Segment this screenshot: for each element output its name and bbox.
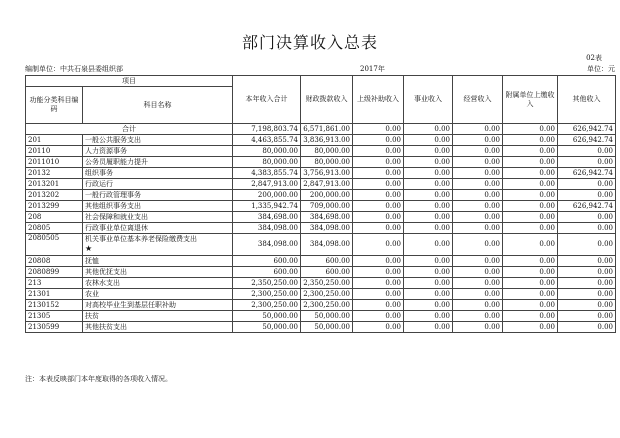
cell-superior: 0.00	[353, 179, 404, 190]
cell-fiscal: 384,098.00	[301, 234, 353, 256]
cell-other: 0.00	[558, 190, 616, 201]
cell-code: 2130152	[26, 300, 83, 311]
cell-business: 0.00	[404, 256, 453, 267]
cell-total: 2,300,250.00	[233, 300, 301, 311]
cell-fiscal: 6,571,861.00	[301, 124, 353, 135]
cell-fiscal: 2,300,250.00	[301, 289, 353, 300]
cell-superior: 0.00	[353, 168, 404, 179]
total-row	[26, 124, 616, 135]
meta-line	[25, 64, 615, 74]
table-row	[26, 278, 616, 289]
cell-superior: 0.00	[353, 135, 404, 146]
reporting-unit: 编制单位：中共石泉县委组织部	[25, 65, 123, 73]
cell-other: 626,942.74	[558, 168, 616, 179]
cell-business: 0.00	[404, 157, 453, 168]
cell-affiliated: 0.00	[503, 289, 558, 300]
cell-total: 2,847,913.00	[233, 179, 301, 190]
cell-name: 对高校毕业生到基层任职补助	[83, 300, 233, 311]
cell-business: 0.00	[404, 179, 453, 190]
cell-affiliated: 0.00	[503, 223, 558, 234]
table-row	[26, 201, 616, 212]
cell-business: 0.00	[404, 168, 453, 179]
cell-business: 0.00	[404, 300, 453, 311]
cell-code: 2011010	[26, 157, 83, 168]
cell-total: 80,000.00	[233, 157, 301, 168]
cell-other: 0.00	[558, 311, 616, 322]
cell-business: 0.00	[404, 278, 453, 289]
header-code: 功能分类科目编码	[26, 87, 83, 124]
cell-other: 0.00	[558, 179, 616, 190]
cell-operating: 0.00	[453, 256, 503, 267]
cell-affiliated: 0.00	[503, 267, 558, 278]
cell-affiliated: 0.00	[503, 300, 558, 311]
cell-business: 0.00	[404, 212, 453, 223]
report-year: 2017年	[360, 65, 385, 73]
form-code: 02表	[586, 54, 602, 62]
cell-fiscal: 2,350,250.00	[301, 278, 353, 289]
cell-name: 其他优抚支出	[83, 267, 233, 278]
cell-operating: 0.00	[453, 322, 503, 333]
cell-code: 2013201	[26, 179, 83, 190]
cell-total: 200,000.00	[233, 190, 301, 201]
table-row	[26, 190, 616, 201]
cell-business: 0.00	[404, 190, 453, 201]
cell-code: 21305	[26, 311, 83, 322]
cell-operating: 0.00	[453, 168, 503, 179]
header-affiliated: 附属单位上缴收入	[503, 76, 558, 124]
total-label: 合计	[26, 124, 233, 135]
table-row	[26, 146, 616, 157]
header-superior: 上级补助收入	[353, 76, 404, 124]
cell-superior: 0.00	[353, 212, 404, 223]
cell-name: 人力资源事务	[83, 146, 233, 157]
cell-other: 0.00	[558, 146, 616, 157]
cell-total: 2,300,250.00	[233, 289, 301, 300]
star-mark: ★	[85, 244, 93, 253]
cell-code: 2130599	[26, 322, 83, 333]
cell-name: 其他组织事务支出	[83, 201, 233, 212]
cell-other: 0.00	[558, 256, 616, 267]
cell-name: 行政运行	[83, 179, 233, 190]
cell-fiscal: 384,098.00	[301, 223, 353, 234]
cell-superior: 0.00	[353, 267, 404, 278]
header-project: 项目	[26, 76, 233, 87]
cell-code: 213	[26, 278, 83, 289]
cell-superior: 0.00	[353, 190, 404, 201]
cell-operating: 0.00	[453, 179, 503, 190]
cell-name: 行政事业单位离退休	[83, 223, 233, 234]
table-row	[26, 322, 616, 333]
cell-code: 2080505	[26, 234, 83, 256]
cell-affiliated: 0.00	[503, 234, 558, 256]
cell-affiliated: 0.00	[503, 146, 558, 157]
currency-unit: 单位：元	[587, 65, 615, 73]
cell-other: 0.00	[558, 223, 616, 234]
header-operating: 经营收入	[453, 76, 503, 124]
cell-business: 0.00	[404, 322, 453, 333]
cell-other: 0.00	[558, 289, 616, 300]
cell-other: 0.00	[558, 234, 616, 256]
cell-operating: 0.00	[453, 300, 503, 311]
cell-fiscal: 50,000.00	[301, 311, 353, 322]
cell-operating: 0.00	[453, 278, 503, 289]
cell-total: 4,463,855.74	[233, 135, 301, 146]
cell-name: 组织事务	[83, 168, 233, 179]
cell-superior: 0.00	[353, 201, 404, 212]
cell-superior: 0.00	[353, 278, 404, 289]
cell-business: 0.00	[404, 223, 453, 234]
cell-other: 0.00	[558, 278, 616, 289]
cell-other: 0.00	[558, 267, 616, 278]
table-row	[26, 168, 616, 179]
cell-total: 1,335,942.74	[233, 201, 301, 212]
cell-affiliated: 0.00	[503, 322, 558, 333]
cell-name: 一般公共服务支出	[83, 135, 233, 146]
header-name: 科目名称	[83, 87, 233, 124]
header-total: 本年收入合计	[233, 76, 301, 124]
cell-business: 0.00	[404, 146, 453, 157]
cell-code: 20805	[26, 223, 83, 234]
cell-total: 7,198,803.74	[233, 124, 301, 135]
cell-business: 0.00	[404, 289, 453, 300]
cell-total: 384,098.00	[233, 234, 301, 256]
cell-name: 公务员履职能力提升	[83, 157, 233, 168]
cell-affiliated: 0.00	[503, 256, 558, 267]
cell-operating: 0.00	[453, 311, 503, 322]
cell-total: 50,000.00	[233, 322, 301, 333]
cell-superior: 0.00	[353, 146, 404, 157]
cell-fiscal: 600.00	[301, 267, 353, 278]
cell-superior: 0.00	[353, 311, 404, 322]
cell-name: 机关事业单位基本养老保险缴费支出	[85, 235, 197, 243]
cell-other: 0.00	[558, 212, 616, 223]
cell-affiliated: 0.00	[503, 212, 558, 223]
cell-other: 0.00	[558, 322, 616, 333]
cell-total: 2,350,250.00	[233, 278, 301, 289]
cell-fiscal: 600.00	[301, 256, 353, 267]
cell-business: 0.00	[404, 124, 453, 135]
cell-business: 0.00	[404, 201, 453, 212]
cell-other: 0.00	[558, 300, 616, 311]
cell-code: 20132	[26, 168, 83, 179]
cell-code: 20808	[26, 256, 83, 267]
table-row	[26, 135, 616, 146]
cell-affiliated: 0.00	[503, 135, 558, 146]
cell-superior: 0.00	[353, 223, 404, 234]
table-row	[26, 267, 616, 278]
cell-code: 2013202	[26, 190, 83, 201]
cell-fiscal: 709,000.00	[301, 201, 353, 212]
table-row	[26, 157, 616, 168]
table-row	[26, 289, 616, 300]
cell-affiliated: 0.00	[503, 190, 558, 201]
income-summary-table	[25, 75, 616, 333]
table-row	[26, 256, 616, 267]
cell-affiliated: 0.00	[503, 278, 558, 289]
cell-operating: 0.00	[453, 267, 503, 278]
cell-operating: 0.00	[453, 234, 503, 256]
cell-fiscal: 2,300,250.00	[301, 300, 353, 311]
cell-superior: 0.00	[353, 124, 404, 135]
cell-name: 其他扶贫支出	[83, 322, 233, 333]
cell-superior: 0.00	[353, 289, 404, 300]
cell-name: 社会保障和就业支出	[83, 212, 233, 223]
cell-superior: 0.00	[353, 300, 404, 311]
footnote: 注：本表反映部门本年度取得的各项收入情况。	[25, 375, 172, 383]
table-row	[26, 212, 616, 223]
table-row	[26, 179, 616, 190]
cell-fiscal: 50,000.00	[301, 322, 353, 333]
cell-name: 农林水支出	[83, 278, 233, 289]
page-title: 部门决算收入总表	[241, 33, 378, 52]
cell-operating: 0.00	[453, 124, 503, 135]
cell-total: 384,698.00	[233, 212, 301, 223]
cell-operating: 0.00	[453, 212, 503, 223]
cell-code: 208	[26, 212, 83, 223]
cell-operating: 0.00	[453, 201, 503, 212]
cell-business: 0.00	[404, 311, 453, 322]
cell-affiliated: 0.00	[503, 124, 558, 135]
cell-total: 600.00	[233, 256, 301, 267]
cell-operating: 0.00	[453, 135, 503, 146]
cell-operating: 0.00	[453, 289, 503, 300]
cell-superior: 0.00	[353, 157, 404, 168]
table-row	[26, 223, 616, 234]
cell-affiliated: 0.00	[503, 157, 558, 168]
cell-other: 626,942.74	[558, 201, 616, 212]
cell-code: 21301	[26, 289, 83, 300]
cell-name: 一般行政管理事务	[83, 190, 233, 201]
cell-total: 600.00	[233, 267, 301, 278]
cell-total: 80,000.00	[233, 146, 301, 157]
cell-other: 626,942.74	[558, 135, 616, 146]
cell-fiscal: 200,000.00	[301, 190, 353, 201]
cell-affiliated: 0.00	[503, 179, 558, 190]
table-row	[26, 300, 616, 311]
cell-business: 0.00	[404, 267, 453, 278]
cell-total: 4,383,855.74	[233, 168, 301, 179]
cell-fiscal: 80,000.00	[301, 157, 353, 168]
cell-other: 626,942.74	[558, 124, 616, 135]
cell-fiscal: 3,756,913.00	[301, 168, 353, 179]
cell-fiscal: 2,847,913.00	[301, 179, 353, 190]
table-row	[26, 311, 616, 322]
cell-total: 50,000.00	[233, 311, 301, 322]
cell-operating: 0.00	[453, 146, 503, 157]
header-business: 事业收入	[404, 76, 453, 124]
cell-operating: 0.00	[453, 190, 503, 201]
cell-operating: 0.00	[453, 223, 503, 234]
cell-name: 抚恤	[83, 256, 233, 267]
cell-business: 0.00	[404, 234, 453, 256]
cell-affiliated: 0.00	[503, 311, 558, 322]
header-other: 其他收入	[558, 76, 616, 124]
cell-superior: 0.00	[353, 322, 404, 333]
cell-operating: 0.00	[453, 157, 503, 168]
cell-name: 扶贫	[83, 311, 233, 322]
cell-other: 0.00	[558, 157, 616, 168]
cell-fiscal: 80,000.00	[301, 146, 353, 157]
cell-superior: 0.00	[353, 256, 404, 267]
cell-total: 384,098.00	[233, 223, 301, 234]
cell-affiliated: 0.00	[503, 168, 558, 179]
cell-superior: 0.00	[353, 234, 404, 256]
cell-name: 农业	[83, 289, 233, 300]
cell-code: 2013299	[26, 201, 83, 212]
cell-fiscal: 384,698.00	[301, 212, 353, 223]
cell-code: 20110	[26, 146, 83, 157]
cell-affiliated: 0.00	[503, 201, 558, 212]
cell-code: 201	[26, 135, 83, 146]
cell-code: 2080899	[26, 267, 83, 278]
header-fiscal: 财政拨款收入	[301, 76, 353, 124]
cell-business: 0.00	[404, 135, 453, 146]
cell-fiscal: 3,836,913.00	[301, 135, 353, 146]
table-row	[26, 234, 616, 256]
